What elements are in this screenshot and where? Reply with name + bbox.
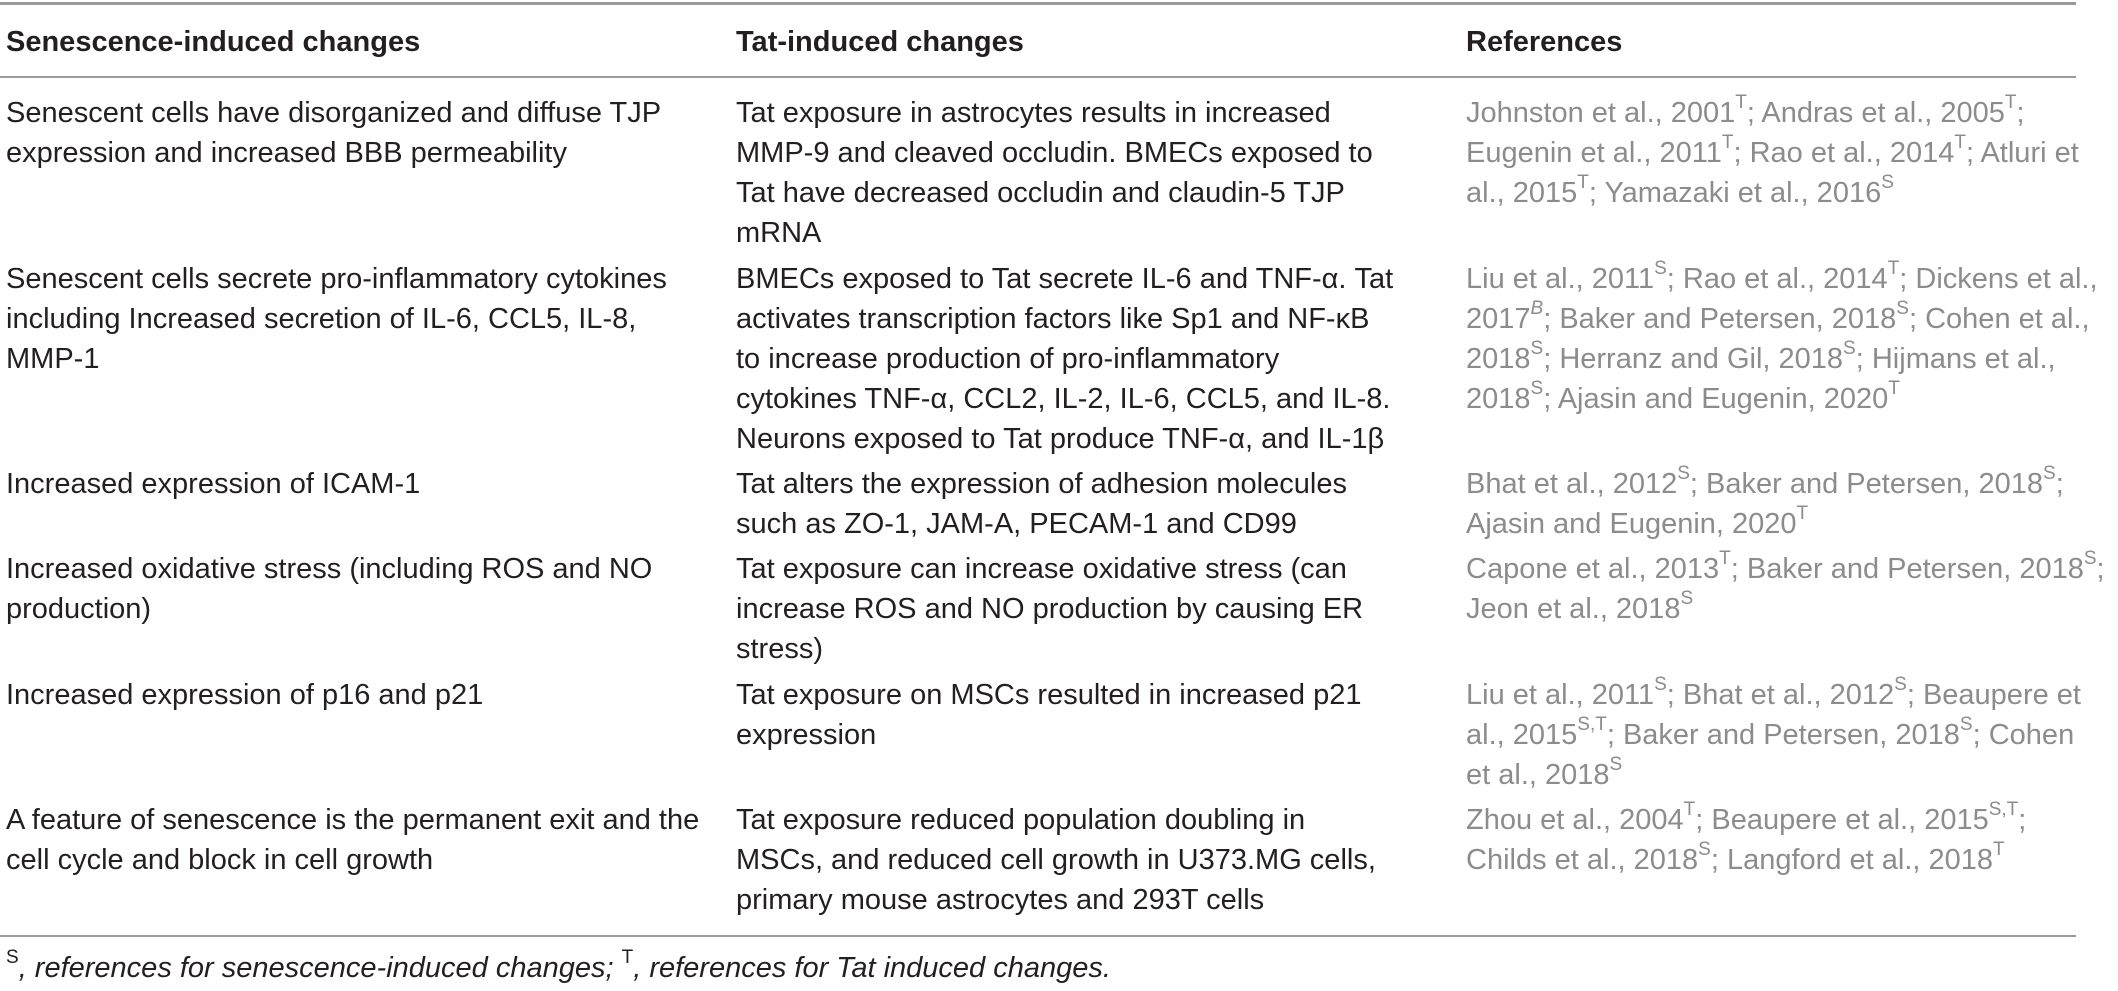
reference-mark: S <box>2043 463 2056 485</box>
reference-citation: Hijmans et al., 2018 <box>1466 343 2056 415</box>
table-bottom-rule <box>0 935 2076 937</box>
reference-mark: B <box>1530 298 1544 320</box>
references-cell: Liu et al., $2011^S$; Bhat et al., $2012^S$; Beaupere et al., $2015^{S,T}$; Baker and Petersen, $2018^S$; Cohen et al., $2018^S$ <box>1466 674 2081 791</box>
reference-mark: T <box>1887 258 1900 280</box>
reference-citation: Cohen et al., 2018 <box>1466 303 2090 375</box>
senescence-cell: Increased oxidative stress (including ROS and NO production) <box>6 553 653 625</box>
reference-mark: S <box>2083 548 2097 570</box>
tat-cell: Tat exposure in astrocytes results in increased MMP-9 and cleaved occludin. BMECs exposed to Tat have decreased occludin and claudin-5 TJP mRNA <box>736 97 1373 249</box>
reference-citation: Baker and Petersen, 2018 <box>1622 719 1960 751</box>
header-references: References <box>1466 26 1623 58</box>
reference-mark: T <box>1721 132 1734 154</box>
footnote-t-text: , references for Tat induced changes. <box>633 952 1111 984</box>
reference-mark: T <box>1683 799 1696 821</box>
reference-mark: T <box>2004 92 2017 114</box>
footnote-s-text: , references for senescence-induced changes; <box>18 952 622 984</box>
header-senescence: Senescence-induced changes <box>6 26 421 58</box>
reference-citation: Bhat et al., 2012 <box>1466 468 1678 500</box>
reference-mark: S <box>1843 338 1856 360</box>
reference-mark: T <box>1719 548 1731 570</box>
references-cell: Bhat et al., $2012^S$; Baker and Petersen, $2018^S$; Ajasin and Eugenin, $2020^T$ <box>1466 463 2064 540</box>
reference-citation: Cohen et al., 2018 <box>1466 719 2075 791</box>
reference-mark: S <box>1530 338 1544 360</box>
reference-citation: Ajasin and Eugenin, 2020 <box>1466 508 1797 540</box>
table-footnote <box>6 948 2106 988</box>
footnote-t-mark: T <box>621 947 634 969</box>
reference-citation: Herranz and Gil, 2018 <box>1559 343 1844 375</box>
references-cell: Johnston et al., $2001^T$; Andras et al., $2005^T$; Eugenin et al., $2011^T$; Rao et al., $2014^T$; Atluri et al., $2015^T$; Yamazaki et al., $2016^S$ <box>1466 92 2079 209</box>
tat-cell: Tat alters the expression of adhesion molecules such as ZO-1, JAM-A, PECAM-1 and CD99 <box>736 468 1347 540</box>
reference-mark: S <box>1894 674 1907 696</box>
reference-citation: Johnston et al., 2001 <box>1466 97 1736 129</box>
reference-citation: Bhat et al., 2012 <box>1682 679 1895 711</box>
references-cell: Liu et al., $2011^S$; Rao et al., $2014^T$; Dickens et al., $2017^B$; Baker and Petersen, $2018^S$; Cohen et al., $2018^S$; Herranz and Gil, $2018^S$; Hijmans et al., $2018^S$; Ajasin and Eugenin, $2020^T$ <box>1466 258 2098 415</box>
reference-citation: Yamazaki et al., 2016 <box>1604 177 1882 209</box>
reference-citation: Baker and Petersen, 2018 <box>1559 303 1897 335</box>
senescence-cell: Increased expression of ICAM-1 <box>6 468 421 500</box>
reference-mark: S <box>1896 298 1909 320</box>
reference-mark: T <box>1954 132 1966 154</box>
reference-mark: S <box>1609 754 1623 776</box>
reference-citation: Eugenin et al., 2011 <box>1466 137 1722 169</box>
header-tat: Tat-induced changes <box>736 26 1024 58</box>
reference-citation: Rao et al., 2014 <box>1682 263 1888 295</box>
reference-mark: T <box>1735 92 1747 114</box>
reference-citation: Atluri et al., 2015 <box>1466 137 2079 209</box>
tat-cell: Tat exposure can increase oxidative stress (can increase ROS and NO production by causing ER stress) <box>736 553 1364 665</box>
senescence-cell: Senescent cells have disorganized and diffuse TJP expression and increased BBB permeability <box>6 97 661 169</box>
reference-citation: Rao et al., 2014 <box>1749 137 1955 169</box>
table-top-rule <box>0 2 2076 5</box>
tat-cell: BMECs exposed to Tat secrete IL-6 and TNF-α. Tat activates transcription factors like Sp1 and NF-κB to increase production of pro-inflammatory cytokines TNF-α, CCL2, IL-2, IL-6, CCL5, and IL-8. Neurons exposed to Tat produce TNF-α, and IL-1β <box>736 263 1394 455</box>
senescence-cell: A feature of senescence is the permanent exit and the cell cycle and block in cell growth <box>6 804 700 876</box>
reference-citation: Baker and Petersen, 2018 <box>1746 553 2084 585</box>
reference-mark: T <box>1577 172 1589 194</box>
reference-mark: S <box>1677 463 1690 485</box>
reference-citation: Liu et al., 2011 <box>1466 263 1655 295</box>
reference-citation: Andras et al., 2005 <box>1761 97 2005 129</box>
reference-mark: S <box>1959 714 1973 736</box>
tat-cell: Tat exposure reduced population doubling in MSCs, and reduced cell growth in U373.MG cells, primary mouse astrocytes and 293T cells <box>736 804 1376 916</box>
reference-citation: Capone et al., 2013 <box>1466 553 1720 585</box>
reference-citation: Beaupere et al., 2015 <box>1466 679 2081 751</box>
reference-mark: S <box>1654 674 1667 696</box>
reference-citation: Baker and Petersen, 2018 <box>1706 468 2043 500</box>
reference-citation: Childs et al., 2018 <box>1466 844 1699 876</box>
reference-citation: Zhou et al., 2004 <box>1466 804 1684 836</box>
reference-mark: T <box>1888 378 1900 400</box>
reference-mark: S <box>1654 258 1667 280</box>
reference-mark: S,T <box>1577 714 1607 736</box>
tat-cell: Tat exposure on MSCs resulted in increased p21 expression <box>736 679 1362 751</box>
reference-mark: S,T <box>1988 799 2019 821</box>
reference-mark: S <box>1698 839 1711 861</box>
reference-citation: Jeon et al., 2018 <box>1466 593 1681 625</box>
footnote-s-mark: S <box>6 947 19 969</box>
reference-mark: S <box>1680 588 1694 610</box>
header-rule <box>0 76 2076 78</box>
references-cell: Zhou et al., $2004^T$; Beaupere et al., $2015^{S,T}$; Childs et al., $2018^S$; Langford et al., $2018^T$ <box>1466 799 2027 876</box>
reference-mark: T <box>1796 503 1809 525</box>
reference-citation: Dickens et al., 2017 <box>1466 263 2098 335</box>
reference-citation: Langford et al., 2018 <box>1726 844 1994 876</box>
reference-mark: S <box>1530 378 1544 400</box>
reference-mark: T <box>1993 839 2005 861</box>
references-cell: Capone et al., $2013^T$; Baker and Petersen, $2018^S$; Jeon et al., $2018^S$ <box>1466 548 2105 625</box>
reference-citation: Beaupere et al., 2015 <box>1711 804 1989 836</box>
senescence-cell: Increased expression of p16 and p21 <box>6 679 484 711</box>
reference-mark: S <box>1881 172 1894 194</box>
reference-citation: Ajasin and Eugenin, 2020 <box>1557 383 1889 415</box>
reference-citation: Liu et al., 2011 <box>1466 679 1655 711</box>
senescence-cell: Senescent cells secrete pro-inflammatory cytokines including Increased secretion of IL-6, CCL5, IL-8, MMP-1 <box>6 263 667 375</box>
